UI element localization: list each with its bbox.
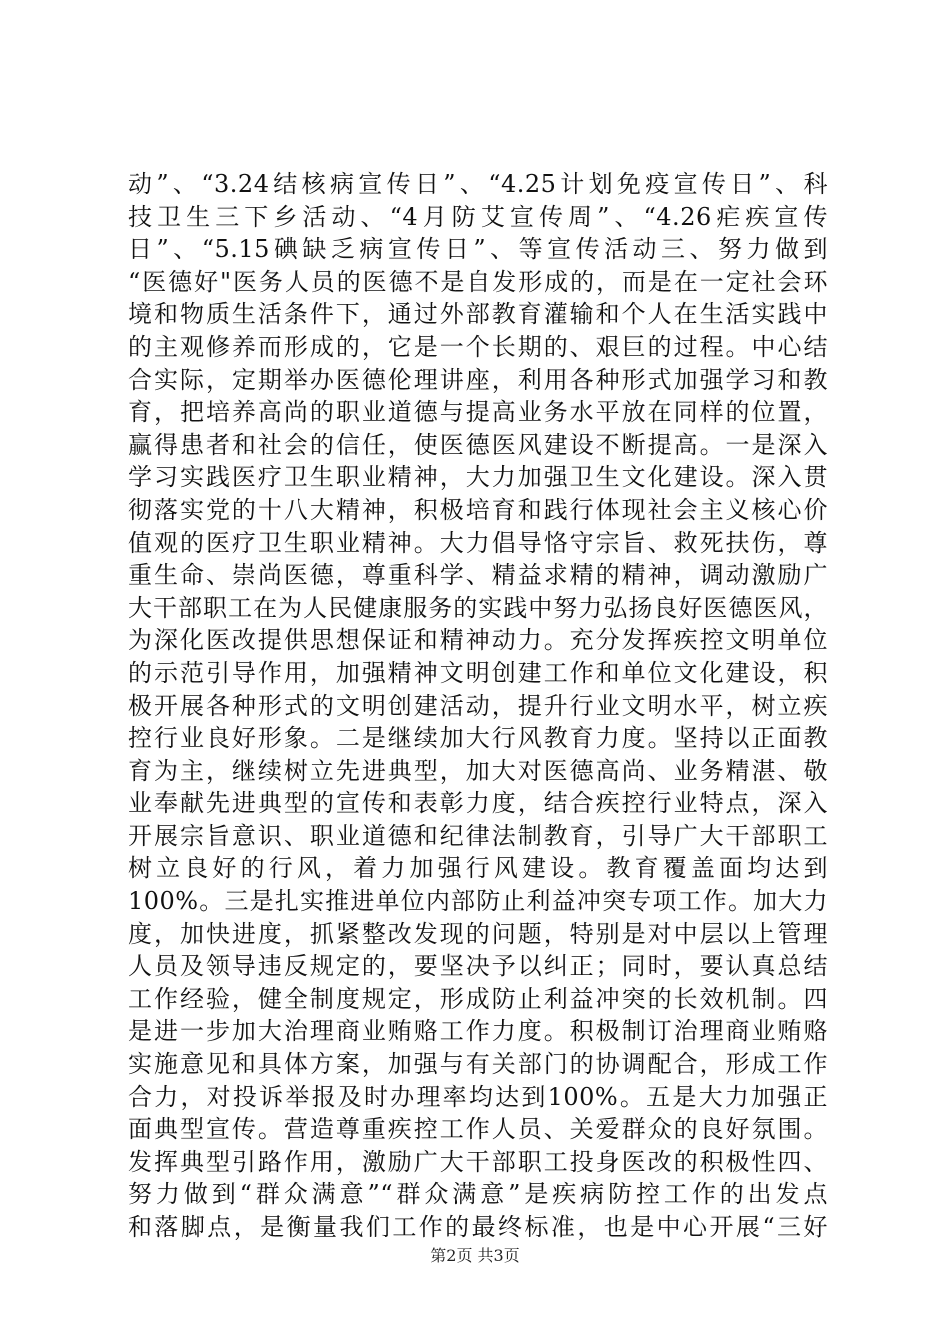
text-line: 开展宗旨意识、职业道德和纪律法制教育，引导广大干部职工 [128, 821, 828, 850]
text-line: 努力做到“群众满意”“群众满意”是疾病防控工作的出发点 [128, 1180, 828, 1209]
text-line: 动”、“3.24结核病宣传日”、“4.25计划免疫宣传日”、科 [128, 170, 828, 198]
text-line: 业奉献先进典型的宣传和表彰力度，结合疾控行业特点，深入 [128, 789, 828, 818]
text-line: 大干部职工在为人民健康服务的实践中努力弘扬良好医德医风， [128, 593, 828, 622]
text-line: 100%。三是扎实推进单位内部防止利益冲突专项工作。加大力 [128, 887, 828, 916]
text-line: 境和物质生活条件下，通过外部教育灌输和个人在生活实践中 [128, 300, 828, 329]
text-line: 重生命、崇尚医德，尊重科学、精益求精的精神，调动激励广 [128, 561, 828, 590]
text-line: 育，把培养高尚的职业道德与提高业务水平放在同样的位置， [128, 398, 828, 427]
text-line: 赢得患者和社会的信任，使医德医风建设不断提高。一是深入 [128, 430, 828, 459]
text-line: 是进一步加大治理商业贿赂工作力度。积极制订治理商业贿赂 [128, 1017, 828, 1046]
text-line: 极开展各种形式的文明创建活动，提升行业文明水平，树立疾 [128, 691, 828, 720]
text-line: 值观的医疗卫生职业精神。大力倡导恪守宗旨、救死扶伤，尊 [128, 528, 828, 557]
text-line: 树立良好的行风，着力加强行风建设。教育覆盖面均达到 [128, 854, 828, 883]
text-line: 合力，对投诉举报及时办理率均达到100%。五是大力加强正 [128, 1082, 828, 1111]
body-text [128, 168, 828, 1244]
text-line: 的示范引导作用，加强精神文明创建工作和单位文化建设，积 [128, 658, 828, 687]
page-footer: 第2页 共3页 [430, 1246, 520, 1265]
text-line: 合实际，定期举办医德伦理讲座，利用各种形式加强学习和教 [128, 365, 828, 394]
text-line: 发挥典型引路作用，激励广大干部职工投身医改的积极性四、 [128, 1147, 828, 1176]
text-line: 日”、“5.15碘缺乏病宣传日”、等宣传活动三、努力做到 [128, 235, 828, 264]
text-line: 实施意见和具体方案，加强与有关部门的协调配合，形成工作 [128, 1050, 828, 1079]
text-line: 育为主，继续树立先进典型，加大对医德高尚、业务精湛、敬 [128, 756, 828, 785]
text-line: 的主观修养而形成的，它是一个长期的、艰巨的过程。中心结 [128, 332, 828, 361]
text-line: 为深化医改提供思想保证和精神动力。充分发挥疾控文明单位 [128, 626, 828, 655]
text-line: 面典型宣传。营造尊重疾控工作人员、关爱群众的良好氛围。 [128, 1115, 828, 1144]
text-line: 度，加快进度，抓紧整改发现的问题，特别是对中层以上管理 [128, 919, 828, 948]
text-line: 彻落实党的十八大精神，积极培育和践行体现社会主义核心价 [128, 495, 828, 524]
text-line: 和落脚点，是衡量我们工作的最终标准，也是中心开展“三好 [128, 1213, 828, 1241]
text-line: 控行业良好形象。二是继续加大行风教育力度。坚持以正面教 [128, 724, 828, 753]
text-line: 工作经验，健全制度规定，形成防止利益冲突的长效机制。四 [128, 984, 828, 1013]
text-line: “医德好"医务人员的医德不是自发形成的，而是在一定社会环 [128, 267, 828, 296]
text-line: 人员及领导违反规定的，要坚决予以纠正；同时，要认真总结 [128, 952, 828, 981]
text-line: 技卫生三下乡活动、“4月防艾宣传周”、“4.26疟疾宣传 [128, 202, 828, 231]
text-line: 学习实践医疗卫生职业精神，大力加强卫生文化建设。深入贯 [128, 463, 828, 492]
